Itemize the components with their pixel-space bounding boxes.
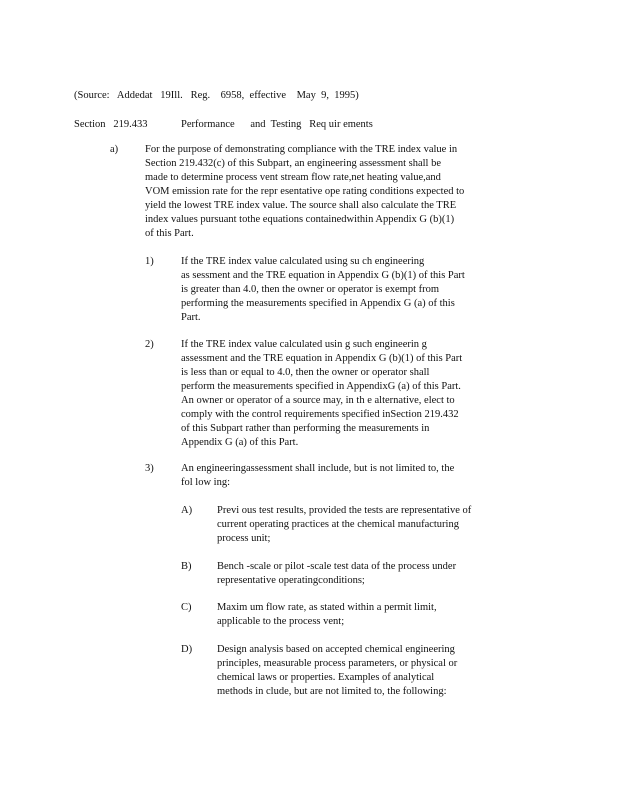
text-line: comply with the control requirements specified inSection 219.432 [181,409,459,420]
text-line: methods in clude, but are not limited to, the following: [217,686,447,697]
item-a-label: a) [110,144,119,155]
text-line: If the TRE index value calculated usin g such engineerin g [181,339,427,350]
item-3-text [181,462,496,490]
text-line: current operating practices at the chemical manufacturing [217,519,459,530]
text-line: performing the measurements specified in Appendix G (a) of this [181,298,455,309]
section-number: Section 219.433 [74,119,148,130]
text-line: is greater than 4.0, then the owner or operator is exempt from [181,284,440,295]
text-line: principles, measurable process parameters, or physical or [217,658,458,669]
item-D-label: D) [181,644,193,655]
text-line: index values pursuant tothe equations containedwithin Appendix G (b)(1) [145,214,455,225]
item-C-label: C) [181,602,192,613]
item-A-text [217,504,505,546]
text-line: process unit; [217,533,271,544]
text-line: For the purpose of demonstrating compliance with the TRE index value in [145,144,458,155]
item-1-label: 1) [145,256,154,267]
text-line: representative operatingconditions; [217,575,365,586]
text-line: yield the lowest TRE index value. The source shall also calculate the TRE [145,200,457,211]
text-line: fol low ing: [181,477,230,488]
text-line: made to determine process vent stream flow rate,net heating value,and [145,172,441,183]
text-line: Previ ous test results, provided the tests are representative of [217,505,472,516]
text-line: Maxim um flow rate, as stated within a permit limit, [217,602,437,613]
text-line: of this Subpart rather than performing the measurements in [181,423,430,434]
text-line: as sessment and the TRE equation in Appendix G (b)(1) of this Part [181,270,465,281]
text-line: Section 219.432(c) of this Subpart, an engineering assessment shall be [145,158,441,169]
section-title: Performance and Testing Req uir ements [181,119,373,130]
item-a-text [145,143,505,241]
text-line: assessment and the TRE equation in Appendix G (b)(1) of this Part [181,353,463,364]
item-1-text [181,255,501,325]
text-line: perform the measurements specified in AppendixG (a) of this Part. [181,381,461,392]
text-line: Design analysis based on accepted chemical engineering [217,644,455,655]
text-line: of this Part. [145,228,194,239]
item-2-text [181,338,501,450]
item-3-label: 3) [145,463,154,474]
item-2-label: 2) [145,339,154,350]
text-line: Appendix G (a) of this Part. [181,437,299,448]
text-line: applicable to the process vent; [217,616,345,627]
text-line: An owner or operator of a source may, in th e alternative, elect to [181,395,455,406]
text-line: chemical laws or properties. Examples of analytical [217,672,435,683]
source-note: (Source: Addedat 19Ill. Reg. 6958, effective May 9, 1995) [74,90,359,101]
text-line: An engineeringassessment shall include, but is not limited to, the [181,463,455,474]
item-B-label: B) [181,561,192,572]
item-A-label: A) [181,505,193,516]
text-line: is less than or equal to 4.0, then the owner or operator shall [181,367,430,378]
item-B-text [217,560,482,588]
text-line: VOM emission rate for the repr esentative ope rating conditions expected to [145,186,465,197]
text-line: Bench -scale or pilot -scale test data of the process under [217,561,457,572]
text-line: If the TRE index value calculated using su ch engineering [181,256,425,267]
text-line: Part. [181,312,201,323]
item-D-text [217,643,492,699]
item-C-text [217,601,475,629]
